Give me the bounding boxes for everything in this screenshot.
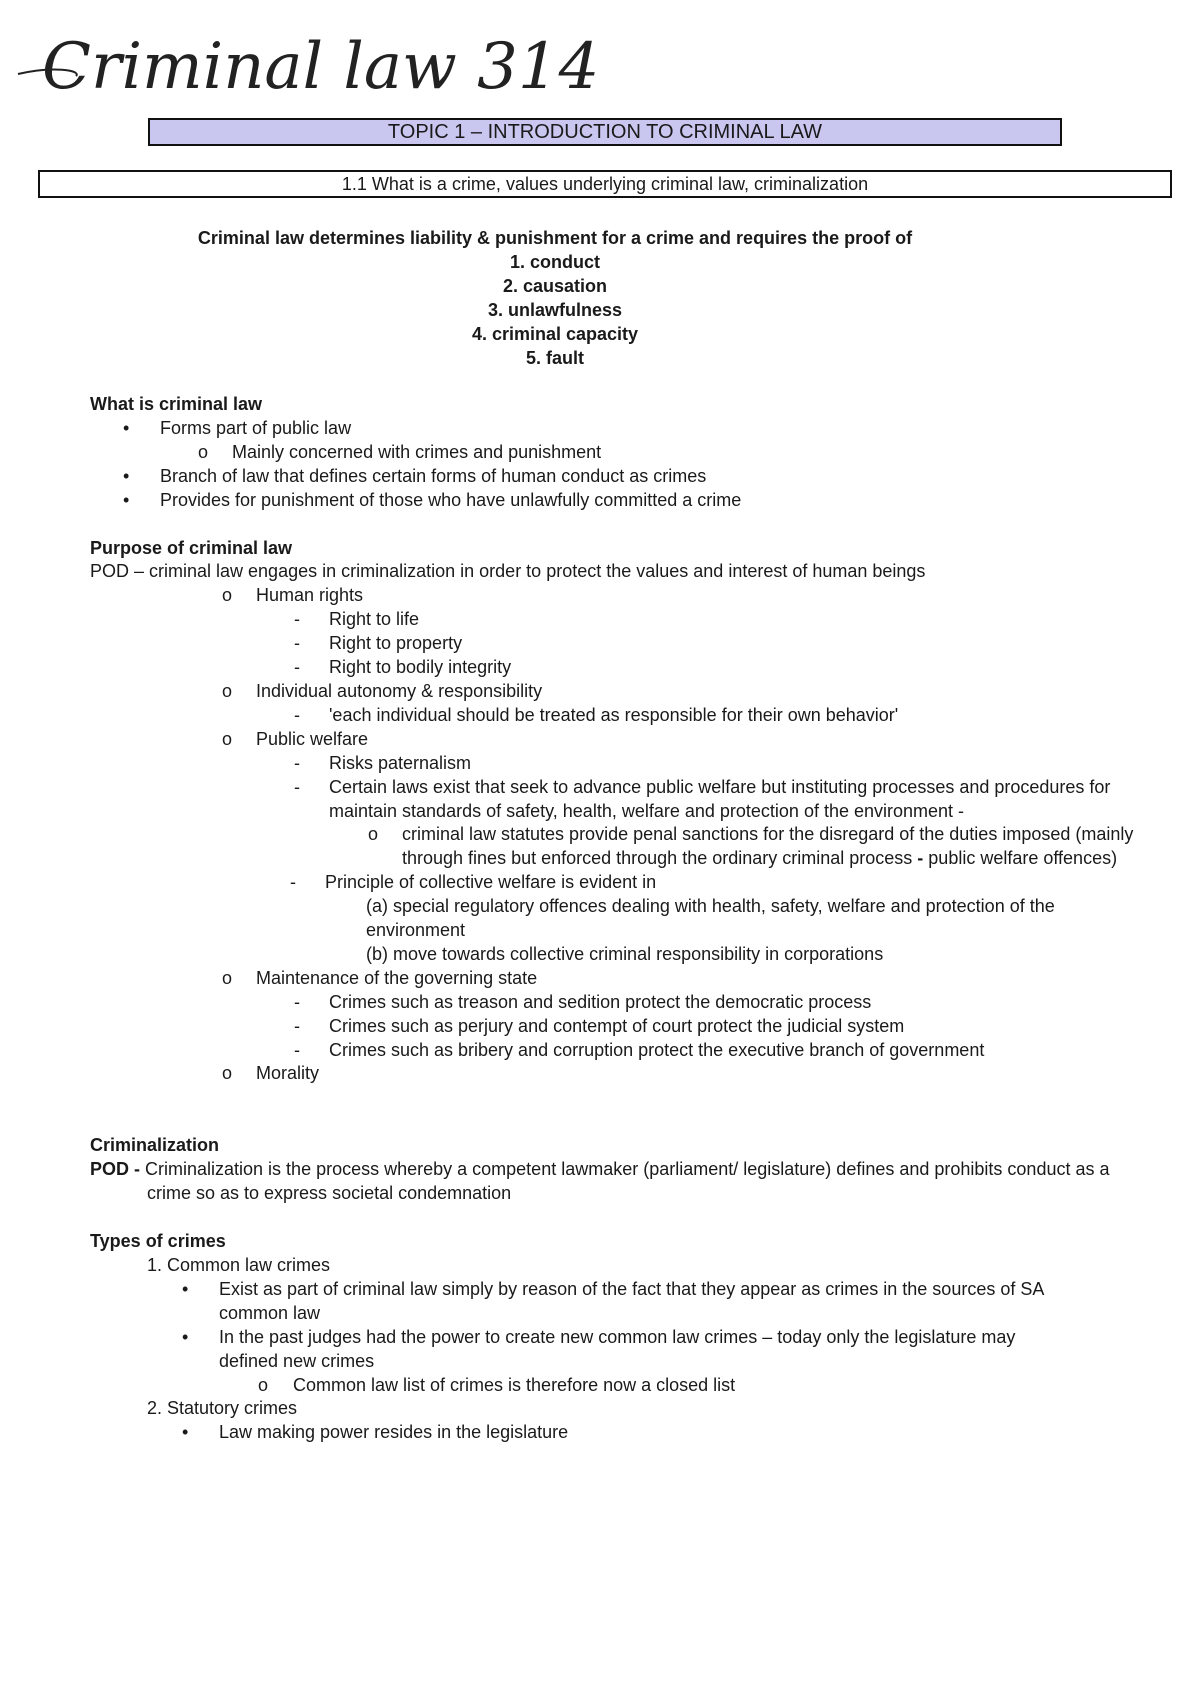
bullet-icon: • xyxy=(182,1326,189,1347)
list-item xyxy=(90,1039,1029,1063)
bullet-icon: • xyxy=(123,417,130,438)
list-item-text: Forms part of public law xyxy=(160,417,352,438)
element-item: 2. causation xyxy=(502,276,608,296)
dash-icon: - xyxy=(294,633,300,654)
dash-icon: - xyxy=(294,657,300,678)
element-item: 3. unlawfulness xyxy=(487,300,623,320)
list-item xyxy=(90,1062,1100,1086)
list-item xyxy=(90,991,1100,1015)
list-item xyxy=(90,680,1100,704)
list-item-text: Maintenance of the governing state xyxy=(256,967,538,988)
list-item xyxy=(90,465,1100,489)
type-statutory: 2. Statutory crimes xyxy=(147,1398,298,1419)
type-common-law: 1. Common law crimes xyxy=(147,1255,331,1275)
emphasis-dash: - xyxy=(917,848,924,869)
list-item xyxy=(90,776,1129,824)
dash-icon: - xyxy=(294,752,300,773)
circle-bullet-icon: o xyxy=(222,967,233,988)
list-item-text: Certain laws exist that seek to advance public welfare but instituting processes and procedures for maintain standards of safety, health, welfare and protection of the environment - xyxy=(329,776,1111,821)
list-item xyxy=(90,728,1100,752)
list-item xyxy=(90,1421,1100,1445)
section-heading-purpose: Purpose of criminal law xyxy=(90,537,293,558)
list-item-text: Mainly concerned with crimes and punishment xyxy=(232,441,602,462)
bullet-icon: • xyxy=(123,489,130,510)
collective-point-b: (b) move towards collective criminal responsibility in corporations xyxy=(366,943,884,964)
list-item xyxy=(90,967,1100,991)
list-item-text: Right to life xyxy=(329,609,420,630)
subtopic-heading: 1.1 What is a crime, values underlying criminal law, criminalization xyxy=(38,170,1172,198)
list-item xyxy=(90,1374,1100,1398)
list-item-text: public welfare offences) xyxy=(923,848,1118,869)
bullet-icon: • xyxy=(182,1422,189,1443)
element-item: 1. conduct xyxy=(509,252,600,272)
dash-icon: - xyxy=(294,991,300,1012)
list-item-text: Right to bodily integrity xyxy=(329,657,512,678)
list-item xyxy=(90,489,1100,513)
list-item xyxy=(90,632,1100,656)
circle-bullet-icon: o xyxy=(222,680,233,701)
dash-icon: - xyxy=(294,1039,300,1060)
notes-body xyxy=(90,393,1134,1445)
list-item xyxy=(90,871,1100,895)
list-item-text: Common law list of crimes is therefore now a closed list xyxy=(293,1374,736,1395)
collective-point-a: (a) special regulatory offences dealing with health, safety, welfare and protection of the environment xyxy=(366,896,1055,941)
circle-bullet-icon: o xyxy=(222,585,233,606)
list-item-text: 'each individual should be treated as responsible for their own behavior' xyxy=(329,704,899,725)
element-item: 5. fault xyxy=(525,348,584,368)
list-item xyxy=(90,752,1100,776)
list-item-text: Principle of collective welfare is evident in xyxy=(325,872,657,893)
list-item-text: Exist as part of criminal law simply by reason of the fact that they appear as crimes in the sources of SA common law xyxy=(219,1278,1044,1323)
section-heading-what-is: What is criminal law xyxy=(90,394,263,414)
element-item: 4. criminal capacity xyxy=(471,324,639,344)
page-title xyxy=(12,18,600,108)
list-item-text: Morality xyxy=(256,1063,320,1084)
list-item-text: Human rights xyxy=(256,585,364,606)
circle-bullet-icon: o xyxy=(222,1063,233,1084)
section-heading-criminalization: Criminalization xyxy=(90,1135,220,1156)
list-item xyxy=(90,584,1100,608)
list-item-text: Risks paternalism xyxy=(329,752,472,773)
list-item xyxy=(90,704,1100,728)
list-item-text: Crimes such as bribery and corruption protect the executive branch of government xyxy=(329,1039,985,1060)
list-item xyxy=(90,417,1100,441)
circle-bullet-icon: o xyxy=(258,1374,269,1395)
title-text: Criminal law 314 xyxy=(42,30,600,104)
dash-icon: - xyxy=(294,609,300,630)
intro-block xyxy=(0,226,1110,370)
intro-lead: Criminal law determines liability & punishment for a crime and requires the proof of xyxy=(197,228,913,248)
pod-label: POD - xyxy=(90,1159,141,1180)
list-item xyxy=(90,1326,1069,1374)
pod-text: Criminalization is the process whereby a competent lawmaker (parliament/ legislature) defines and prohibits conduct as a crime so as to express societal condemnation xyxy=(140,1159,1110,1204)
circle-bullet-icon: o xyxy=(222,728,233,749)
list-item xyxy=(90,608,1100,632)
list-item xyxy=(90,1015,1100,1039)
dash-icon: - xyxy=(294,776,300,797)
dash-icon: - xyxy=(294,1015,300,1036)
section-heading-types: Types of crimes xyxy=(90,1231,226,1252)
list-item-text: Provides for punishment of those who have unlawfully committed a crime xyxy=(160,489,742,510)
list-item xyxy=(90,441,1100,465)
list-item xyxy=(90,1278,1069,1326)
list-item-text: Right to property xyxy=(329,633,463,654)
bullet-icon: • xyxy=(123,465,130,486)
list-item-text: Law making power resides in the legislature xyxy=(219,1422,569,1443)
list-item-text: Public welfare xyxy=(256,728,369,749)
topic-heading: TOPIC 1 – INTRODUCTION TO CRIMINAL LAW xyxy=(148,118,1062,146)
list-item-text: Crimes such as treason and sedition protect the democratic process xyxy=(329,991,872,1012)
dash-icon: - xyxy=(294,704,300,725)
list-item-text: criminal law statutes provide penal sanctions for the disregard of the duties imposed (mainly through fines but enforced through the ordinary criminal process xyxy=(402,824,1134,869)
bullet-icon: • xyxy=(182,1278,189,1299)
list-item xyxy=(90,656,1100,680)
criminalization-pod xyxy=(90,1158,1122,1206)
purpose-pod: POD – criminal law engages in criminalization in order to protect the values and interest of human beings xyxy=(90,561,926,582)
list-item-text: Crimes such as perjury and contempt of court protect the judicial system xyxy=(329,1015,905,1036)
list-item xyxy=(90,823,1142,871)
circle-bullet-icon: o xyxy=(368,824,379,845)
dash-icon: - xyxy=(290,872,296,893)
list-item-text: Branch of law that defines certain forms of human conduct as crimes xyxy=(160,465,707,486)
list-item-text: In the past judges had the power to create new common law crimes – today only the legislature may defined new crimes xyxy=(219,1326,1016,1371)
circle-bullet-icon: o xyxy=(198,441,209,462)
handwritten-title-graphic xyxy=(12,18,600,108)
list-item-text: Individual autonomy & responsibility xyxy=(256,680,543,701)
